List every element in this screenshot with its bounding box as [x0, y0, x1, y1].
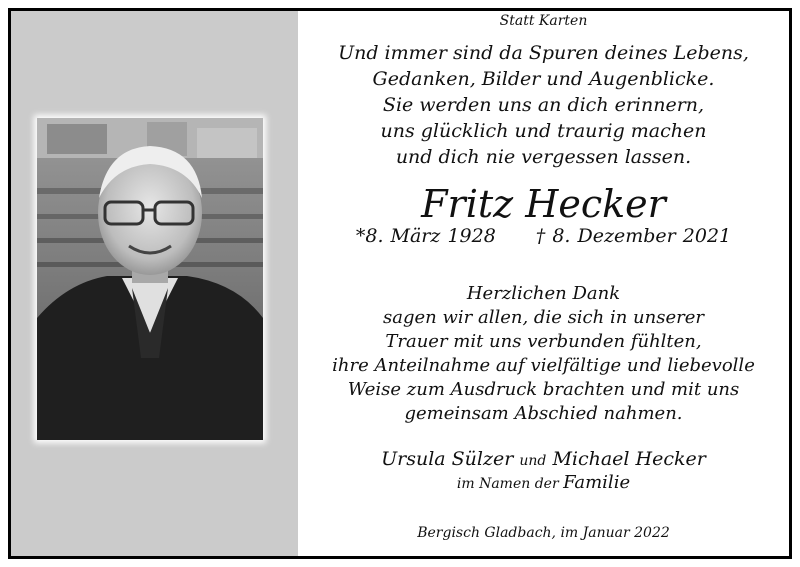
poem-line: Und immer sind da Spuren deines Lebens, [338, 42, 749, 64]
signers [298, 447, 789, 473]
text-column [298, 11, 789, 556]
thanks-line: gemeinsam Abschied nahmen. [404, 403, 683, 424]
portrait-photo [37, 118, 263, 440]
poem-line: Gedanken, Bilder und Augenblicke. [372, 68, 715, 90]
on-behalf-text: im Namen der [456, 476, 559, 492]
poem [298, 40, 789, 170]
life-dates [298, 223, 789, 249]
thanks-line: Weise zum Ausdruck brachten und mit uns [347, 379, 740, 400]
thanks-line: Herzlichen Dank [466, 283, 621, 304]
top-note: Statt Karten [499, 13, 588, 29]
thanks-line: sagen wir allen, die sich in unserer [383, 307, 704, 328]
family-line [298, 471, 789, 496]
signer-connector: und [519, 453, 547, 469]
obituary-card [8, 8, 792, 559]
signer-first: Ursula Sülzer [381, 448, 514, 470]
thanks-line: ihre Anteilnahme auf vielfältige und liebevolle [332, 355, 755, 376]
portrait-image [37, 118, 263, 440]
thanks-line: Trauer mit uns verbunden fühlten, [385, 331, 702, 352]
family-text: Familie [563, 472, 631, 493]
side-panel [11, 11, 298, 556]
signer-second: Michael Hecker [552, 448, 706, 470]
death-date: † 8. Dezember 2021 [535, 225, 732, 247]
birth-date: *8. März 1928 [355, 225, 496, 247]
place-date: Bergisch Gladbach, im Januar 2022 [417, 525, 670, 541]
thanks-text [298, 282, 789, 426]
poem-line: und dich nie vergessen lassen. [395, 146, 692, 168]
deceased-name: Fritz Hecker [421, 182, 666, 226]
poem-line: Sie werden uns an dich erinnern, [382, 94, 705, 116]
poem-line: uns glücklich und traurig machen [380, 120, 707, 142]
